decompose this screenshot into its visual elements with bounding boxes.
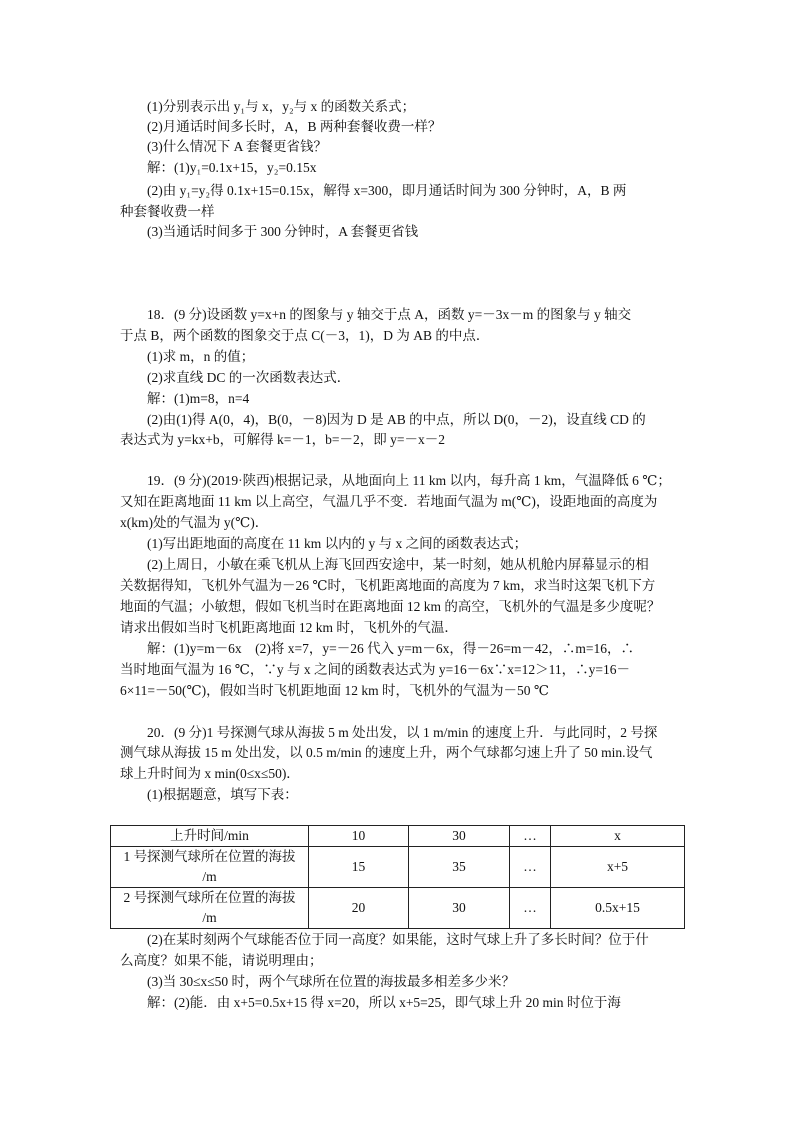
table-cell: 0.5x+15 (551, 888, 685, 929)
table-header-cell: x (551, 826, 685, 847)
table-row-label (111, 847, 309, 888)
table-cell: 30 (409, 888, 510, 929)
table-row (111, 847, 685, 888)
table-row (111, 888, 685, 929)
q17-answer-2: (2)由 y₁=y₂得 0.1x+15=0.15x，解得 x=300，即月通话时间为 300 分钟时，A，B 两 (147, 183, 627, 198)
q17-answer-2-cont: 种套餐收费一样 (120, 204, 215, 219)
q20-line-3: 球上升时间为 x min(0≤x≤50)． (120, 766, 300, 781)
q19-answer-1: 解：(1)y=m－6x (2)将 x=7，y=－26 代入 y=m－6x，得－26=m－42，∴m=16，∴ (147, 641, 635, 656)
table-cell: … (510, 888, 551, 929)
q18-answer-2: (2)由(1)得 A(0，4)，B(0，－8)因为 D 是 AB 的中点，所以 D(0，－2)，设直线 CD 的 (147, 412, 646, 427)
q17-answer-1: 解：(1)y₁=0.1x+15，y₂=0.15x (147, 160, 317, 175)
q18-answer-2-cont: 表达式为 y=kx+b，可解得 k=－1，b=－2，即 y=－x－2 (120, 432, 445, 447)
q17-answer-3: (3)当通话时间多于 300 分钟时，A 套餐更省钱 (147, 224, 419, 239)
q17-line-2: (2)月通话时间多长时，A，B 两种套餐收费一样？ (147, 119, 442, 134)
q20-line-6: 么高度？如果不能，请说明理由； (120, 953, 323, 968)
q17-line-1: (1)分别表示出 y₁与 x，y₂与 x 的函数关系式； (147, 99, 416, 114)
q19-line-2: 又知在距离地面 11 km 以上高空，气温几乎不变．若地面气温为 m(℃)，设距地面的高度为 (120, 494, 658, 509)
q20-line-2: 测气球从海拔 15 m 处出发，以 0.5 m/min 的速度上升，两个气球都匀速上升了 50 min.设气 (120, 745, 653, 760)
table-row-label (111, 888, 309, 929)
q18-line-4: (2)求直线 DC 的一次函数表达式． (147, 370, 351, 385)
q18-line-3: (1)求 m，n 的值； (147, 349, 255, 364)
q20-line-1: 20．(9 分)1 号探测气球从海拔 5 m 处出发，以 1 m/min 的速度上升．与此同时，2 号探 (147, 725, 658, 740)
table-header-cell: 30 (409, 826, 510, 847)
q17-line-3: (3)什么情况下 A 套餐更省钱？ (147, 139, 327, 154)
q19-line-3: x(km)处的气温为 y(℃)． (120, 515, 269, 530)
q19-answer-3: 6×11=－50(℃)，假如当时飞机距地面 12 km 时，飞机外的气温为－50 ℃ (120, 683, 549, 698)
table-header-cell: 上升时间/min (111, 826, 309, 847)
q20-line-7: (3)当 30≤x≤50 时，两个气球所在位置的海拔最多相差多少米？ (147, 974, 516, 989)
q20-line-5: (2)在某时刻两个气球能否位于同一高度？如果能，这时气球上升了多长时间？位于什 (147, 932, 649, 947)
row-label-line: 2 号探测气球所在位置的海拔 (123, 890, 296, 905)
altitude-table (110, 825, 685, 929)
q19-line-8: 请求出假如当时飞机距离地面 12 km 时，飞机外的气温． (120, 620, 458, 635)
q20-line-4: (1)根据题意，填写下表： (147, 787, 298, 802)
table-header-cell: 10 (309, 826, 409, 847)
table-cell: 35 (409, 847, 510, 888)
table-cell: 20 (309, 888, 409, 929)
q19-line-6: 关数据得知，飞机外气温为－26 ℃时，飞机距离地面的高度为 7 km，求当时这架飞机下方 (120, 578, 656, 593)
table-cell: x+5 (551, 847, 685, 888)
table-header-cell: … (510, 826, 551, 847)
q18-line-1: 18．(9 分)设函数 y=x+n 的图象与 y 轴交于点 A，函数 y=－3x－m 的图象与 y 轴交 (147, 307, 632, 322)
q19-line-1: 19．(9 分)(2019·陕西)根据记录，从地面向上 11 km 以内，每升高 1 km，气温降低 6 ℃； (147, 473, 671, 488)
q20-answer-1: 解：(2)能．由 x+5=0.5x+15 得 x=20，所以 x+5=25，即气球上升 20 min 时位于海 (147, 995, 621, 1010)
q19-line-5: (2)上周日，小敏在乘飞机从上海飞回西安途中，某一时刻，她从机舱内屏幕显示的相 (147, 557, 649, 572)
q18-line-2: 于点 B，两个函数的图象交于点 C(－3，1)，D 为 AB 的中点． (120, 328, 490, 343)
row-label-line: 1 号探测气球所在位置的海拔 (123, 849, 296, 864)
q19-answer-2: 当时地面气温为 16 ℃，∵y 与 x 之间的函数表达式为 y=16－6x∵x=12＞11，∴y=16－ (120, 662, 630, 677)
table-cell: … (510, 847, 551, 888)
q19-line-4: (1)写出距地面的高度在 11 km 以内的 y 与 x 之间的函数表达式； (147, 536, 528, 551)
row-label-unit: /m (202, 910, 217, 925)
table-header-row (111, 826, 685, 847)
row-label-unit: /m (202, 869, 217, 884)
q19-line-7: 地面的气温；小敏想，假如飞机当时在距离地面 12 km 的高空，飞机外的气温是多少度呢？ (120, 599, 661, 614)
q18-answer-1: 解：(1)m=8，n=4 (147, 391, 250, 406)
table-cell: 15 (309, 847, 409, 888)
